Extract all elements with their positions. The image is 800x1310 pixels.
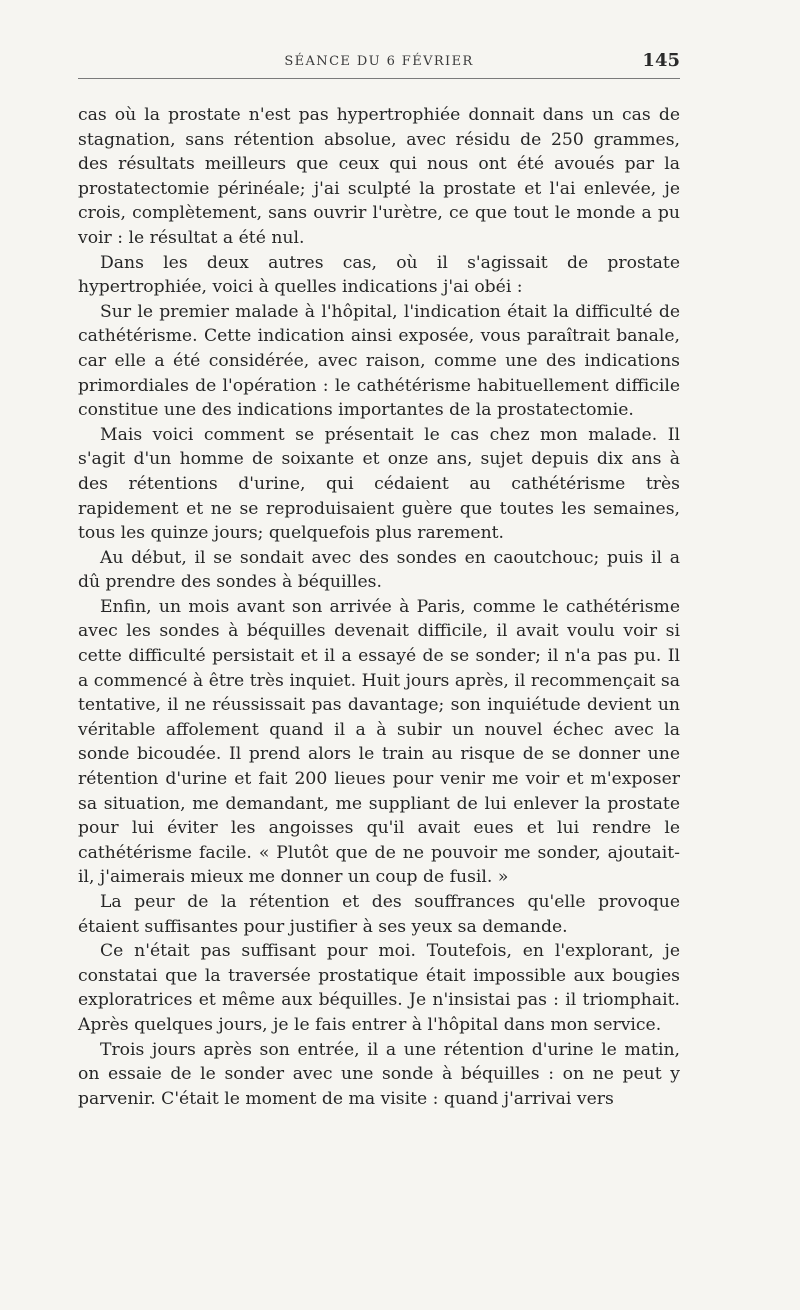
paragraph: Mais voici comment se présentait le cas chez mon malade. Il s'agit d'un homme de soixante et onze ans, sujet depuis dix ans à des rétentions d'urine, qui cédaient au cathétérisme très rapidement et ne se reproduisaient guère que toutes les semaines, tous les quinze jours; quelquefois plus rarement. [78,424,680,544]
page-number: 145 [642,50,680,71]
paragraph: Au début, il se sondait avec des sondes en caoutchouc; puis il a dû prendre des sondes à béquilles. [78,547,680,593]
paragraph: Ce n'était pas suffisant pour moi. Toutefois, en l'explorant, je constatai que la traversée prostatique était impossible aux bougies exploratrices et même aux béquilles. Je n'insistai pas : il triomphait. Après quelques jours, je le fais entrer à l'hôpital dans mon service. [78,941,680,1035]
paragraph: La peur de la rétention et des souffrances qu'elle provoque étaient suffisantes pour justifier à ses yeux sa demande. [78,892,680,937]
paragraph: Enfin, un mois avant son arrivée à Paris, comme le cathétérisme avec les sondes à béquilles devenait difficile, il avait voulu voir si cette difficulté persistait et il a essayé de se sonder; il n'a pas pu. Il a commencé à être très inquiet. Huit jours après, il recommençait sa tentative, il ne réussissait pas davantage; son inquiétude devient un véritable affolement quand il a à subir un nouvel échec avec la sonde bicoudée. Il prend alors le train au risque de se donner une rétention d'urine et fait 200 lieues pour venir me voir et m'exposer sa situation, me demandant, me suppliant de lui enlever la prostate pour lui éviter les angoisses qu'il avait eues et lui rendre le cathétérisme facile. « Plutôt que de ne pouvoir me sonder, ajoutait-il, j'aimerais mieux me donner un coup de fusil. » [78,596,680,888]
running-header [78,48,680,79]
paragraph: cas où la prostate n'est pas hypertrophiée donnait dans un cas de stagnation, sans rétention absolue, avec résidu de 250 grammes, des résultats meilleurs que ceux qui nous ont été avoués par la prostatectomie périnéale; j'ai sculpté la prostate et l'ai enlevée, je crois, complètement, sans ouvrir l'urètre, ce que tout le monde a pu voir : le résultat a été nul. [78,105,680,248]
body-text [78,103,680,1111]
paragraph: Trois jours après son entrée, il a une rétention d'urine le matin, on essaie de le sonder avec une sonde à béquilles : on ne peut y parvenir. C'était le moment de ma visite : quand j'arrivai vers [78,1039,680,1109]
paragraph: Sur le premier malade à l'hôpital, l'indication était la difficulté de cathétérisme. Cette indication ainsi exposée, vous paraîtrait banale, car elle a été considérée, avec raison, comme une des indications primordiales de l'opération : le cathétérisme habituellement difficile constitue une des indications importantes de la prostatectomie. [78,301,680,421]
running-title: SÉANCE DU 6 FÉVRIER [284,54,474,69]
paragraph: Dans les deux autres cas, où il s'agissait de prostate hypertrophiée, voici à quelles indications j'ai obéi : [78,252,680,298]
